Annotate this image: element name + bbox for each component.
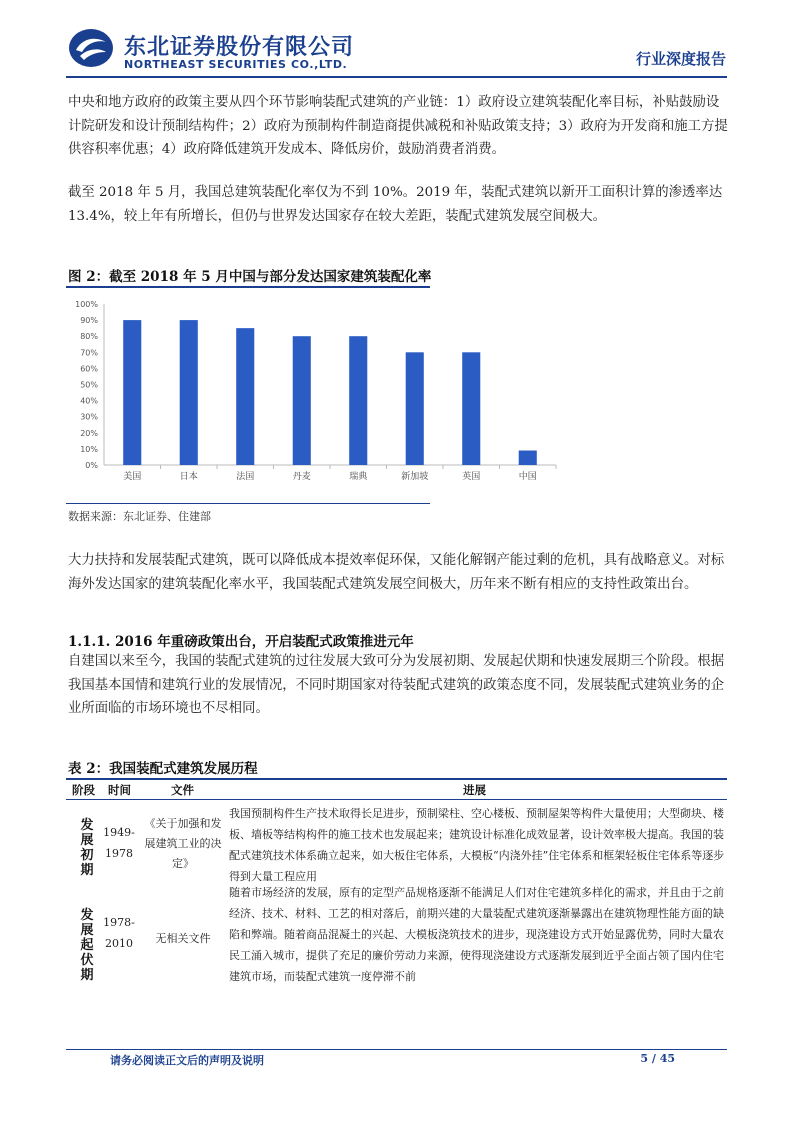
paragraph-assembly-rate: 截至 2018 年 5 月，我国总建筑装配化率仅为不到 10%。2019 年，装配式建筑以新开工面积计算的渗透率达 13.4%，较上年有所增长，但仍与世界发达国家存在较大差距，装配式建筑发展空间极大。 xyxy=(68,185,723,224)
table-row-2-doc: 无相关文件 xyxy=(155,932,211,945)
table-row-1-stage: 发展初期 xyxy=(80,818,94,878)
x-tick-label: 丹麦 xyxy=(292,472,311,482)
y-tick-label: 30% xyxy=(80,412,98,422)
bar-英国 xyxy=(462,352,480,465)
section-title: 1.1.1. 2016 年重磅政策出台，开启装配式政策推进元年 xyxy=(68,634,414,650)
table-header-time: 时间 xyxy=(108,783,131,797)
table-row-2-stage: 发展起伏期 xyxy=(80,908,94,983)
x-tick-label: 法国 xyxy=(236,472,255,482)
paragraph-development-stages: 自建国以来至今，我国的装配式建筑的过往发展大致可分为发展初期、发展起伏期和快速发展期三个阶段。根据我国基本国情和建筑行业的发展情况，不同时期国家对待装配式建筑的政策态度不同，发展装配式建筑业务的企业所面临的市场环境也不尽相同。 xyxy=(68,654,725,716)
bar-法国 xyxy=(236,328,254,465)
bar-美国 xyxy=(123,320,141,465)
footer-disclaimer-notice: 请务必阅读正文后的声明及说明 xyxy=(110,1054,264,1067)
table-row-1-progress: 我国预制构件生产技术取得长足进步，预制梁柱、空心楼板、预制屋架等构件大量使用；大型砌块、楼板、墙板等结构构件的施工技术也发展起来；建筑设计标准化成效显著，设计效率极大提高。我国的装配式建筑技术体系确立起来，如大板住宅体系，大模板“内浇外挂”住宅体系和框架轻板住宅体系等逐步得到大量工程应用 xyxy=(229,807,725,883)
y-tick-label: 40% xyxy=(80,396,98,406)
y-tick-label: 70% xyxy=(80,348,98,358)
x-tick-label: 瑞典 xyxy=(349,472,368,482)
y-tick-label: 60% xyxy=(80,364,98,374)
footer-divider xyxy=(66,1049,727,1050)
table-header-doc: 文件 xyxy=(171,783,194,797)
y-tick-label: 100% xyxy=(75,300,98,309)
table-top-divider xyxy=(66,778,727,780)
report-type: 行业深度报告 xyxy=(635,50,726,68)
y-tick-label: 90% xyxy=(80,316,98,326)
company-name-cn: 东北证券股份有限公司 xyxy=(124,35,355,60)
x-tick-label: 日本 xyxy=(179,472,198,482)
figure-source-divider xyxy=(66,503,430,504)
page-number: 5 / 45 xyxy=(640,1052,675,1065)
y-tick-label: 10% xyxy=(80,444,98,454)
y-tick-label: 50% xyxy=(80,380,98,390)
bar-中国 xyxy=(519,451,537,465)
x-tick-label: 中国 xyxy=(518,472,537,482)
table-title: 表 2：我国装配式建筑发展历程 xyxy=(68,761,258,777)
table-row-1-doc: 《关于加强和发展建筑工业的决定》 xyxy=(144,817,222,870)
figure-title-divider xyxy=(66,286,430,288)
bar-新加坡 xyxy=(406,352,424,465)
y-tick-label: 0% xyxy=(85,461,98,470)
assembly-rate-bar-chart xyxy=(66,290,566,500)
y-tick-label: 80% xyxy=(80,332,98,342)
table-row-2-progress: 随着市场经济的发展，原有的定型产品规格逐渐不能满足人们对住宅建筑多样化的需求，并且由于之前经济、技术、材料、工艺的相对落后，前期兴建的大量装配式建筑逐渐暴露出在建筑物理性能方面的缺陷和弊端。随着商品混凝土的兴起、大模板浇筑技术的进步，现浇建设方式开始显露优势，同时大量农民工涌入城市，提供了充足的廉价劳动力来源，使得现浇建设方式逐渐发展到近乎全面占领了国内住宅建筑市场，而装配式建筑一度停滞不前 xyxy=(229,886,724,983)
paragraph-strategic-significance: 大力扶持和发展装配式建筑，既可以降低成本提效率促环保，又能化解钢产能过剩的危机，具有战略意义。对标海外发达国家的建筑装配化率水平，我国装配式建筑发展空间极大，历年来不断有相应的支持性政策出台。 xyxy=(68,553,725,592)
company-logo-icon xyxy=(66,26,116,70)
table-header-divider xyxy=(66,799,727,800)
x-tick-label: 新加坡 xyxy=(401,472,429,482)
table-header-stage: 阶段 xyxy=(72,783,95,797)
bar-日本 xyxy=(180,320,198,465)
x-tick-label: 英国 xyxy=(462,472,481,482)
figure-source: 数据来源：东北证券、住建部 xyxy=(68,510,211,523)
x-tick-label: 美国 xyxy=(123,472,142,482)
company-name-en: NORTHEAST SECURITIES CO.,LTD. xyxy=(124,58,348,71)
figure-title: 图 2：截至 2018 年 5 月中国与部分发达国家建筑装配化率 xyxy=(68,269,432,285)
table-row-1-time: 1949-1978 xyxy=(103,826,135,860)
bar-丹麦 xyxy=(293,336,311,465)
page-header xyxy=(66,26,726,76)
paragraph-policy-chain: 中央和地方政府的政策主要从四个环节影响装配式建筑的产业链：1）政府设立建筑装配化率目标，补贴鼓励设计院研发和设计预制结构件；2）政府为预制构件制造商提供减税和补贴政策支持；3）政府为开发商和施工方提供容积率优惠；4）政府降低建筑开发成本、降低房价，鼓励消费者消费。 xyxy=(68,95,728,157)
bar-瑞典 xyxy=(349,336,367,465)
header-divider xyxy=(66,76,727,78)
y-tick-label: 20% xyxy=(80,428,98,438)
table-header-progress: 进展 xyxy=(463,783,486,797)
table-row-2-time: 1978-2010 xyxy=(103,916,135,950)
